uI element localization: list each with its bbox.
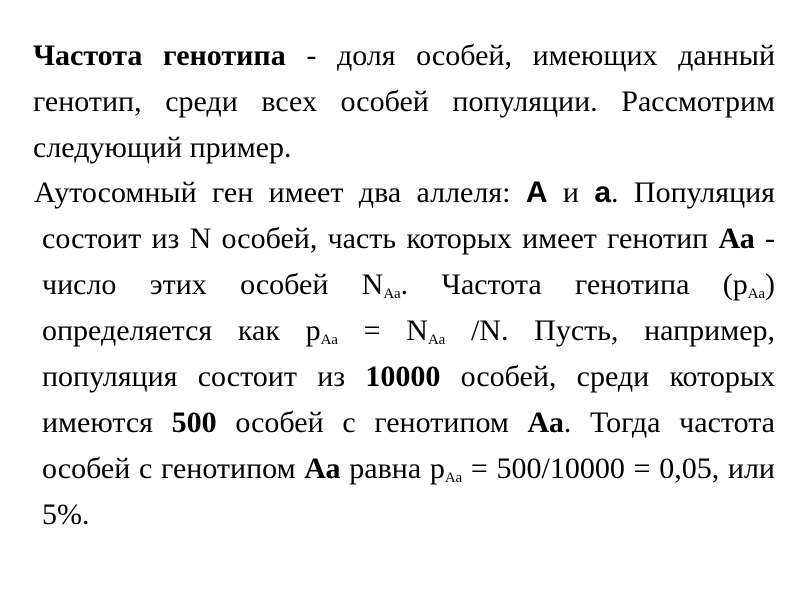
example-text-7: = N: [337, 314, 428, 347]
example-text-2: и: [547, 176, 595, 209]
example-text-13: = 500/10000 = 0,05, или 5%.: [42, 452, 775, 531]
example-text-10: особей с генотипом: [216, 406, 528, 439]
example-text-1: Аутосомный ген имеет два аллеля:: [34, 176, 526, 209]
example-text-6: ) определяется как р: [42, 268, 775, 347]
subscript-aa: Аа: [747, 286, 765, 302]
example-paragraph: [34, 170, 776, 538]
allele-dominant: А: [525, 176, 548, 209]
subscript-aa: Аа: [427, 332, 446, 348]
definition-text: доля особей, имеющих данный генотип, среди всех особей популяции. Рассмотрим следующий пример.: [33, 39, 776, 164]
example-text-12: равна р: [340, 452, 445, 485]
subscript-aa: Аа: [444, 470, 463, 486]
genotype-label: Аа: [527, 406, 564, 439]
definition-term: Частота генотипа: [33, 39, 286, 72]
definition-paragraph: [33, 33, 775, 171]
genotype-label: Аа: [718, 222, 755, 255]
example-text-5: . Частота генотипа (р: [400, 268, 748, 301]
example-text-4: - число этих особей N: [42, 222, 775, 301]
genotype-count: 500: [171, 406, 217, 439]
example-text-8: /N. Пусть, например, популяция состоит из: [42, 314, 776, 393]
subscript-aa: Аа: [383, 286, 401, 302]
example-text-9: особей, среди которых имеются: [42, 360, 775, 439]
population-size: 10000: [365, 360, 441, 393]
definition-dash: -: [285, 39, 337, 72]
example-text-3: . Популяция состоит из N особей, часть которых имеет генотип: [42, 176, 775, 255]
allele-recessive: а: [594, 176, 612, 209]
subscript-aa: Аа: [320, 332, 338, 348]
genotype-label: Аа: [304, 452, 341, 485]
example-text-11: . Тогда частота особей с генотипом: [42, 406, 775, 485]
